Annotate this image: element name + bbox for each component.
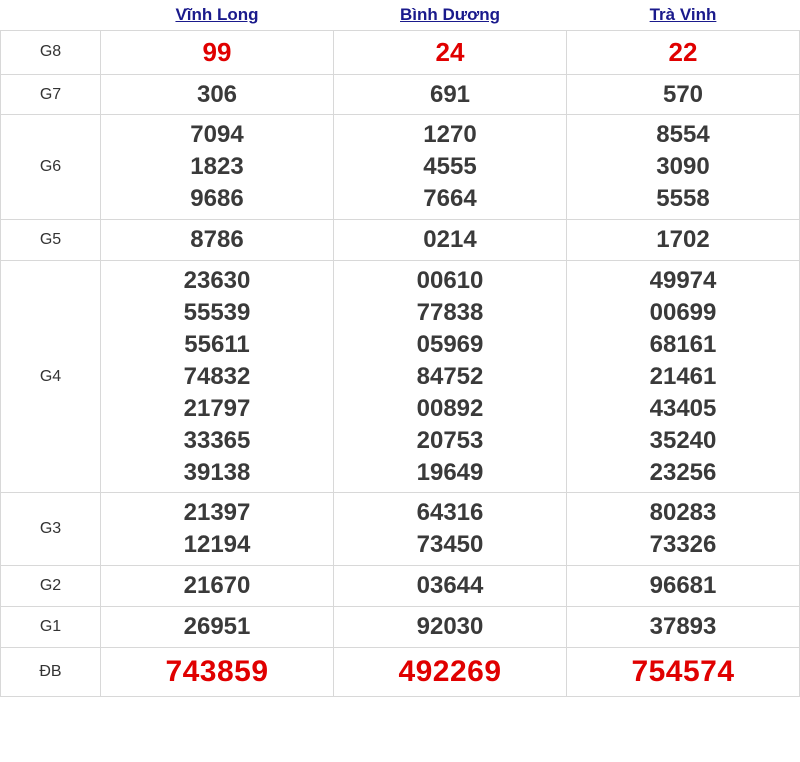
prize-numbers-cell — [101, 31, 334, 75]
prize-number: 26951 — [183, 613, 251, 641]
prize-number: 24 — [435, 37, 465, 67]
prize-numbers-cell — [101, 74, 334, 115]
prize-label-7: G1 — [1, 607, 101, 648]
prize-number: 306 — [196, 80, 238, 108]
prize-number: 64316 — [416, 499, 484, 527]
header-row — [1, 0, 800, 31]
prize-number: 0214 — [423, 226, 477, 254]
prize-number: 8786 — [190, 226, 244, 254]
prize-number: 00892 — [416, 394, 484, 422]
prize-number: 12194 — [183, 531, 251, 559]
table-row — [1, 74, 800, 115]
prize-numbers-cell — [567, 115, 800, 220]
prize-number: 7094 — [190, 121, 244, 149]
prize-number: 1823 — [190, 153, 244, 181]
prize-label-1: G7 — [1, 74, 101, 115]
province-header-vinh-long[interactable]: Vĩnh Long — [101, 0, 334, 31]
prize-numbers-cell — [334, 74, 567, 115]
prize-numbers-cell — [334, 607, 567, 648]
prize-numbers-cell — [334, 493, 567, 566]
table-row — [1, 607, 800, 648]
prize-number: 5558 — [656, 185, 710, 213]
prize-number: 49974 — [649, 267, 717, 295]
prize-number: 21670 — [183, 572, 251, 600]
prize-number: 80283 — [649, 499, 717, 527]
prize-number: 43405 — [649, 394, 717, 422]
prize-number: 73450 — [416, 531, 484, 559]
prize-number: 00610 — [416, 267, 484, 295]
province-header-binh-duong[interactable]: Bình Dương — [334, 0, 567, 31]
prize-numbers-cell — [334, 566, 567, 607]
prize-numbers-cell — [101, 493, 334, 566]
prize-numbers-cell — [567, 261, 800, 493]
prize-number: 84752 — [416, 362, 484, 390]
prize-number: 691 — [429, 80, 471, 108]
prize-number: 4555 — [423, 153, 477, 181]
prize-numbers-cell — [101, 220, 334, 261]
prize-numbers-cell — [101, 607, 334, 648]
table-row — [1, 220, 800, 261]
prize-number: 05969 — [416, 330, 484, 358]
prize-number: 1270 — [423, 121, 477, 149]
prize-numbers-cell — [567, 74, 800, 115]
province-header-tra-vinh[interactable]: Trà Vinh — [567, 0, 800, 31]
prize-number: 77838 — [416, 299, 484, 327]
prize-numbers-cell — [567, 648, 800, 697]
prize-number: 21461 — [649, 362, 717, 390]
prize-numbers-cell — [334, 261, 567, 493]
prize-numbers-cell — [101, 115, 334, 220]
prize-numbers-cell — [567, 31, 800, 75]
prize-number: 92030 — [416, 613, 484, 641]
prize-number: 7664 — [423, 185, 477, 213]
prize-number: 743859 — [165, 655, 269, 689]
prize-numbers-cell — [567, 493, 800, 566]
prize-number: 74832 — [183, 362, 251, 390]
prize-label-8: ĐB — [1, 648, 101, 697]
prize-number: 23256 — [649, 458, 717, 486]
prize-number: 20753 — [416, 426, 484, 454]
prize-label-5: G3 — [1, 493, 101, 566]
table-row — [1, 261, 800, 493]
prize-number: 55611 — [184, 330, 250, 358]
prize-number: 9686 — [190, 185, 244, 213]
table-body — [1, 31, 800, 697]
prize-number: 21797 — [183, 394, 251, 422]
prize-number: 8554 — [656, 121, 710, 149]
prize-number: 96681 — [649, 572, 717, 600]
prize-number: 22 — [668, 37, 698, 67]
prize-numbers-cell — [567, 607, 800, 648]
prize-number: 73326 — [649, 531, 717, 559]
prize-number: 19649 — [416, 458, 484, 486]
prize-numbers-cell — [101, 648, 334, 697]
prize-numbers-cell — [334, 115, 567, 220]
prize-number: 33365 — [183, 426, 251, 454]
prize-numbers-cell — [334, 648, 567, 697]
prize-number: 03644 — [416, 572, 484, 600]
prize-number: 21397 — [183, 499, 251, 527]
prize-number: 492269 — [398, 655, 502, 689]
prize-numbers-cell — [101, 566, 334, 607]
table-row — [1, 648, 800, 697]
table-header — [1, 0, 800, 31]
prize-number: 00699 — [649, 299, 717, 327]
prize-label-3: G5 — [1, 220, 101, 261]
table-row — [1, 115, 800, 220]
prize-number: 3090 — [656, 153, 710, 181]
prize-numbers-cell — [567, 566, 800, 607]
prize-number: 37893 — [649, 613, 717, 641]
prize-label-4: G4 — [1, 261, 101, 493]
table-row — [1, 493, 800, 566]
prize-numbers-cell — [101, 261, 334, 493]
prize-label-6: G2 — [1, 566, 101, 607]
prize-number: 35240 — [649, 426, 717, 454]
prize-number: 570 — [662, 80, 704, 108]
prize-number: 99 — [202, 37, 232, 67]
prize-numbers-cell — [567, 220, 800, 261]
prize-number: 1702 — [656, 226, 710, 254]
prize-number: 55539 — [183, 299, 251, 327]
prize-number: 754574 — [631, 655, 735, 689]
prize-numbers-cell — [334, 31, 567, 75]
prize-label-2: G6 — [1, 115, 101, 220]
header-blank-cell — [1, 0, 101, 31]
prize-number: 68161 — [649, 330, 717, 358]
table-row — [1, 31, 800, 75]
prize-label-0: G8 — [1, 31, 101, 75]
prize-number: 23630 — [183, 267, 251, 295]
table-row — [1, 566, 800, 607]
prize-number: 39138 — [183, 458, 251, 486]
prize-numbers-cell — [334, 220, 567, 261]
